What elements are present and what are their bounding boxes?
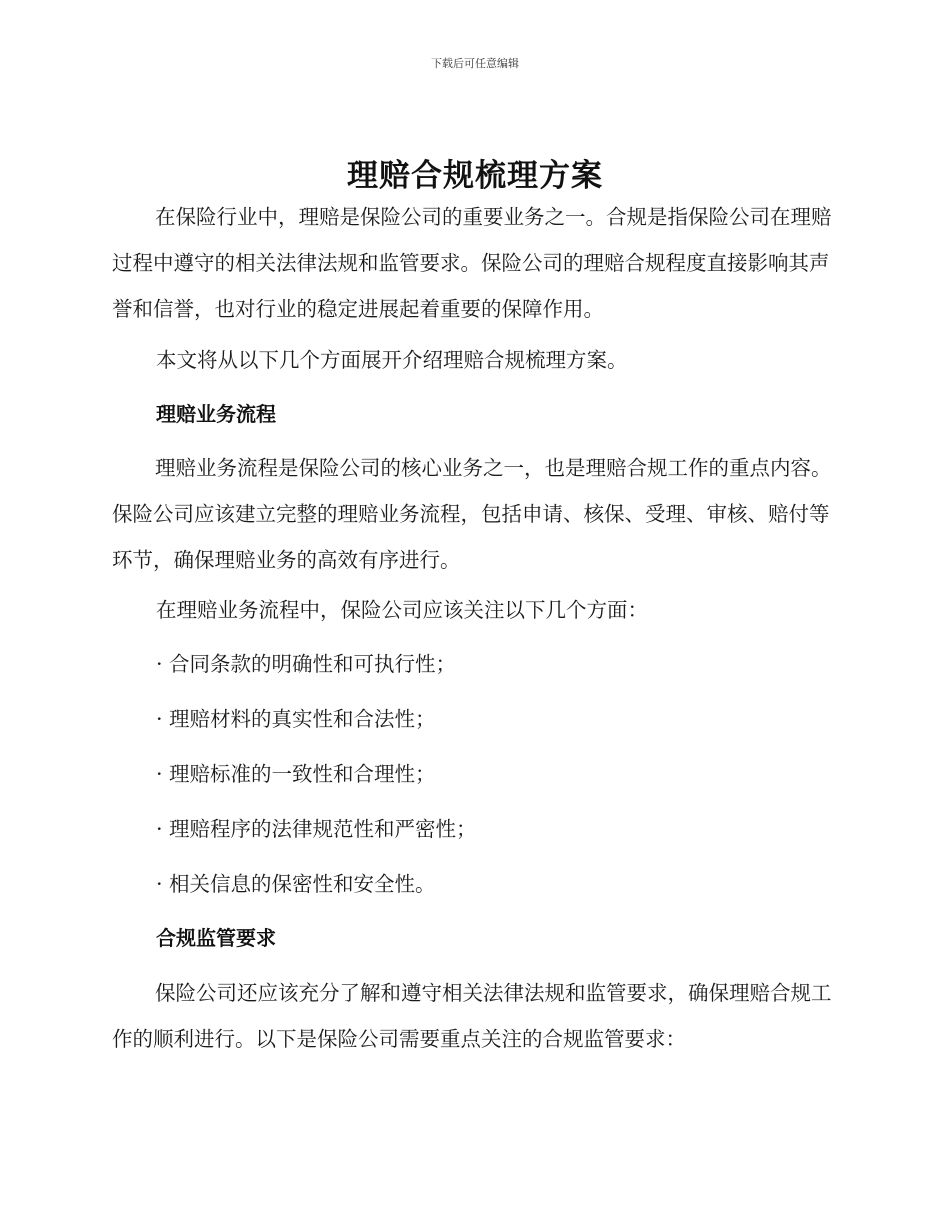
list-item: · 理赔材料的真实性和合法性； <box>156 707 436 731</box>
intro-paragraph: 在保险行业中，理赔是保险公司的重要业务之一。合规是指保险公司在理赔过程中遵守的相关法律法规和监管要求。保险公司的理赔合规程度直接影响其声誉和信誉，也对行业的稳定进展起着重要的保障作用。 <box>112 205 832 321</box>
overview-line: 本文将从以下几个方面展开介绍理赔合规梳理方案。 <box>156 348 628 372</box>
list-item: · 相关信息的保密性和安全性。 <box>156 872 436 896</box>
list-item: · 理赔标准的一致性和合理性； <box>156 762 436 786</box>
claims-process-paragraph: 理赔业务流程是保险公司的核心业务之一，也是理赔合规工作的重点内容。保险公司应该建立完整的理赔业务流程，包括申请、核保、受理、审核、赔付等环节，确保理赔业务的高效有序进行。 <box>112 456 832 572</box>
claims-process-lead-in: 在理赔业务流程中，保险公司应该关注以下几个方面： <box>156 598 648 622</box>
list-item: · 合同条款的明确性和可执行性； <box>156 652 457 676</box>
page-header-note: 下载后可任意编辑 <box>431 57 519 70</box>
document-title: 理赔合规梳理方案 <box>347 158 603 194</box>
section-heading-compliance-requirements: 合规监管要求 <box>156 926 276 950</box>
list-item: · 理赔程序的法律规范性和严密性； <box>156 817 477 841</box>
section-heading-claims-process: 理赔业务流程 <box>156 402 276 426</box>
compliance-requirements-paragraph: 保险公司还应该充分了解和遵守相关法律法规和监管要求，确保理赔合规工作的顺利进行。以下是保险公司需要重点关注的合规监管要求： <box>112 981 832 1051</box>
